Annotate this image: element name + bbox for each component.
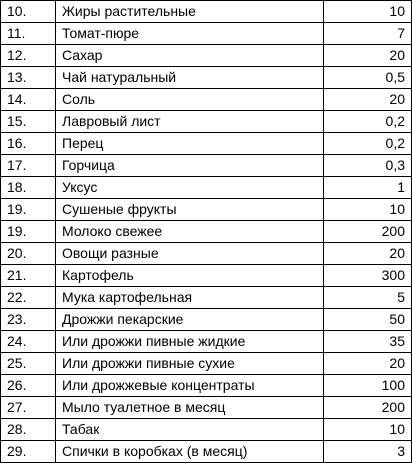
item-name-cell: Лавровый лист [56, 111, 324, 133]
item-quantity-cell: 10 [324, 199, 412, 221]
row-number-cell: 14. [1, 89, 56, 111]
row-number-cell: 27. [1, 397, 56, 419]
row-number-cell: 11. [1, 23, 56, 45]
row-number-cell: 26. [1, 375, 56, 397]
table-row [1, 331, 412, 353]
table-row [1, 89, 412, 111]
row-number-cell: 24. [1, 331, 56, 353]
item-name-cell: Сахар [56, 45, 324, 67]
item-quantity-cell: 200 [324, 397, 412, 419]
item-quantity-cell: 0,2 [324, 133, 412, 155]
item-name-cell: Спички в коробках (в месяц) [56, 441, 324, 463]
item-name-cell: Молоко свежее [56, 221, 324, 243]
table-row [1, 67, 412, 89]
item-quantity-cell: 20 [324, 243, 412, 265]
row-number-cell: 28. [1, 419, 56, 441]
table-row [1, 155, 412, 177]
item-name-cell: Томат-пюре [56, 23, 324, 45]
row-number-cell: 23. [1, 309, 56, 331]
item-quantity-cell: 35 [324, 331, 412, 353]
table-row [1, 133, 412, 155]
item-name-cell: Мыло туалетное в месяц [56, 397, 324, 419]
row-number-cell: 29. [1, 441, 56, 463]
row-number-cell: 12. [1, 45, 56, 67]
item-name-cell: Или дрожжи пивные жидкие [56, 331, 324, 353]
item-quantity-cell: 300 [324, 265, 412, 287]
table-row [1, 23, 412, 45]
item-quantity-cell: 0,2 [324, 111, 412, 133]
table-row [1, 441, 412, 463]
item-name-cell: Сушеные фрукты [56, 199, 324, 221]
table-row [1, 1, 412, 23]
row-number-cell: 18. [1, 177, 56, 199]
row-number-cell: 13. [1, 67, 56, 89]
item-quantity-cell: 10 [324, 419, 412, 441]
item-name-cell: Мука картофельная [56, 287, 324, 309]
item-quantity-cell: 20 [324, 45, 412, 67]
row-number-cell: 19. [1, 199, 56, 221]
table-row [1, 111, 412, 133]
item-quantity-cell: 10 [324, 1, 412, 23]
table-row [1, 177, 412, 199]
row-number-cell: 25. [1, 353, 56, 375]
table-row [1, 199, 412, 221]
item-quantity-cell: 0,5 [324, 67, 412, 89]
item-quantity-cell: 5 [324, 287, 412, 309]
row-number-cell: 15. [1, 111, 56, 133]
row-number-cell: 20. [1, 243, 56, 265]
table-row [1, 265, 412, 287]
item-quantity-cell: 100 [324, 375, 412, 397]
table-row [1, 419, 412, 441]
table-row [1, 221, 412, 243]
item-quantity-cell: 1 [324, 177, 412, 199]
table-row [1, 375, 412, 397]
row-number-cell: 22. [1, 287, 56, 309]
item-name-cell: Табак [56, 419, 324, 441]
item-name-cell: Уксус [56, 177, 324, 199]
item-name-cell: Овощи разные [56, 243, 324, 265]
row-number-cell: 19. [1, 221, 56, 243]
item-quantity-cell: 3 [324, 441, 412, 463]
item-name-cell: Или дрожжевые концентраты [56, 375, 324, 397]
row-number-cell: 16. [1, 133, 56, 155]
item-name-cell: Чай натуральный [56, 67, 324, 89]
table-row [1, 243, 412, 265]
item-name-cell: Дрожжи пекарские [56, 309, 324, 331]
item-name-cell: Горчица [56, 155, 324, 177]
row-number-cell: 17. [1, 155, 56, 177]
item-name-cell: Или дрожжи пивные сухие [56, 353, 324, 375]
item-name-cell: Перец [56, 133, 324, 155]
table-row [1, 45, 412, 67]
ration-table-body [1, 1, 412, 463]
item-quantity-cell: 20 [324, 353, 412, 375]
table-row [1, 287, 412, 309]
item-quantity-cell: 200 [324, 221, 412, 243]
row-number-cell: 21. [1, 265, 56, 287]
item-quantity-cell: 0,3 [324, 155, 412, 177]
item-name-cell: Жиры растительные [56, 1, 324, 23]
table-row [1, 397, 412, 419]
item-name-cell: Картофель [56, 265, 324, 287]
table-row [1, 353, 412, 375]
table-row [1, 309, 412, 331]
item-quantity-cell: 7 [324, 23, 412, 45]
item-quantity-cell: 50 [324, 309, 412, 331]
item-quantity-cell: 20 [324, 89, 412, 111]
item-name-cell: Соль [56, 89, 324, 111]
row-number-cell: 10. [1, 1, 56, 23]
